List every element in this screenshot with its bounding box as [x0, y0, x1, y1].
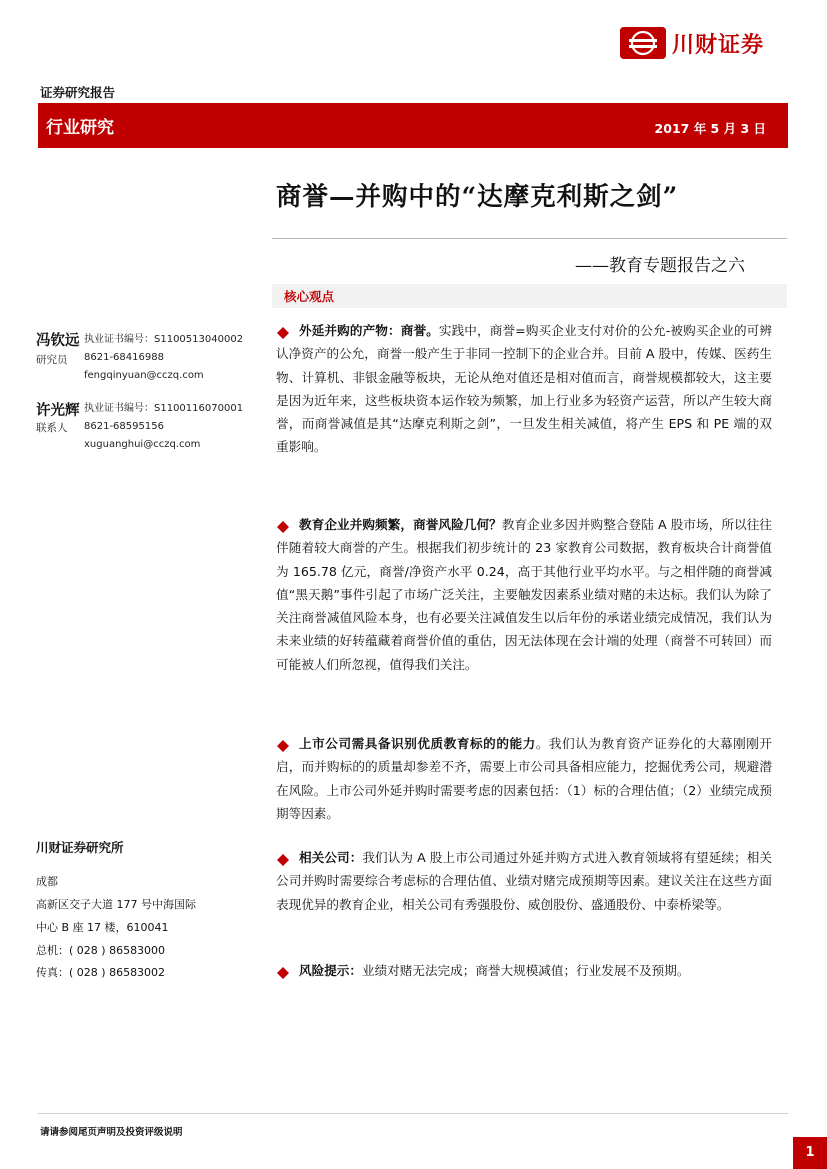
brand-name: 川财证券 — [672, 33, 765, 58]
point-text: 教育企业多因并购整合登陆 A 股市场，所以往往伴随着较大商誉的产生。根据我们初步统计的 23 家教育公司数据，教育板块合计商誉值为 165.78 亿元，商誉/净资产水平 0.24，高于其他行业平均水平。与之相伴随的商誉减值“黑天鹅”事件引起了市场广泛关注，主要触发因素系业绩对赌的未达标。我们认为除了关注商誉减值风险本身，也有必要关注减值发生以后年份的承诺业绩完成情况，我们认为未来业绩的好转蕴藏着商誉价值的重估，因无法体现在会计端的处理（商誉不可转回）而可能被人们所忽视，值得我们关注。 — [276, 517, 773, 672]
point-heading: 教育企业并购频繁，商誉风险几何？ — [299, 517, 502, 532]
point-text: 实践中，商誉=购买企业支付对价的公允-被购买企业的可辨认净资产的公允，商誉一般产生于非同一控制下的企业合并。目前 A 股中，传媒、医药生物、计算机、非银金融等板块，无论从绝对值还是相对值而言，商誉规模都较大，这主要是因为近年来，这些板块资本运作较为频繁，加上行业多为轻资产运营，所以产生较大商誉，而商誉减值是其“达摩克利斯之剑”，一旦发生相关减值，将产生 EPS 和 PE 端的双重影响。 — [276, 323, 772, 455]
institute-phone: 总机：( 028 ) 86583000 — [36, 944, 166, 957]
point-paragraph — [276, 959, 772, 982]
point-paragraph — [276, 846, 772, 916]
page-number: 1 — [793, 1137, 827, 1169]
point-heading: 风险提示： — [299, 963, 362, 978]
point-heading: 外延并购的产物：商誉。 — [299, 323, 439, 338]
analyst-email[interactable]: xuguanghui@cczq.com — [84, 439, 201, 450]
point-text: 。我们认为教育资产证券化的大幕刚刚开启，而并购标的的质量却参差不齐，需要上市公司具备相应能力，挖掘优秀公司，规避潜在风险。上市公司外延并购时需要考虑的因素包括：（1）标的合理估值；（2）业绩完成预期等因素。 — [276, 736, 773, 821]
category-label: 行业研究 — [46, 118, 114, 138]
analyst-role: 研究员 — [36, 354, 68, 366]
analyst-cert: 执业证书编号：S1100116070001 — [84, 403, 244, 414]
institute-address-1: 高新区交子大道 177 号中海国际 — [36, 898, 196, 911]
point-heading: 上市公司需具备识别优质教育标的的能力 — [299, 736, 536, 751]
analyst-email[interactable]: fengqinyuan@cczq.com — [84, 370, 204, 381]
analyst-name: 许光辉 — [36, 403, 80, 419]
report-date: 2017 年 5 月 3 日 — [654, 121, 766, 136]
analyst-phone: 8621-68595156 — [84, 421, 164, 432]
point-heading: 相关公司： — [299, 850, 363, 865]
brand-logo-icon — [620, 27, 666, 59]
report-subtitle: ——教育专题报告之六 — [575, 256, 745, 276]
institute-address-2: 中心 B 座 17 楼，610041 — [36, 921, 169, 934]
institute-fax: 传真：( 028 ) 86583002 — [36, 966, 166, 979]
point-text: 我们认为 A 股上市公司通过外延并购方式进入教育领域将有望延续；相关公司并购时需要综合考虑标的合理估值、业绩对赌完成预期等因素。建议关注在这些方面表现优异的教育企业，相关公司有秀强股份、威创股份、盛通股份、中泰桥梁等。 — [276, 850, 772, 912]
institute-city: 成都 — [36, 875, 58, 888]
point-paragraph — [276, 319, 772, 459]
footer-divider — [38, 1113, 788, 1114]
point-text: 业绩对赌无法完成；商誉大规模减值；行业发展不及预期。 — [361, 963, 690, 978]
header-bar — [38, 103, 788, 148]
point-paragraph — [276, 732, 772, 825]
report-title: 商誉—并购中的“达摩克利斯之剑” — [276, 182, 679, 212]
report-type-label: 证券研究报告 — [40, 85, 116, 100]
title-divider — [272, 238, 787, 239]
analyst-role: 联系人 — [36, 422, 68, 434]
point-paragraph — [276, 513, 772, 676]
core-label: 核心观点 — [284, 289, 335, 304]
core-label-band — [272, 284, 787, 308]
institute-name: 川财证券研究所 — [36, 840, 124, 855]
analyst-name: 冯钦远 — [36, 333, 80, 349]
footer-note: 请请参阅尾页声明及投资评级说明 — [40, 1127, 183, 1138]
analyst-phone: 8621-68416988 — [84, 352, 164, 363]
analyst-cert: 执业证书编号：S1100513040002 — [84, 334, 244, 345]
